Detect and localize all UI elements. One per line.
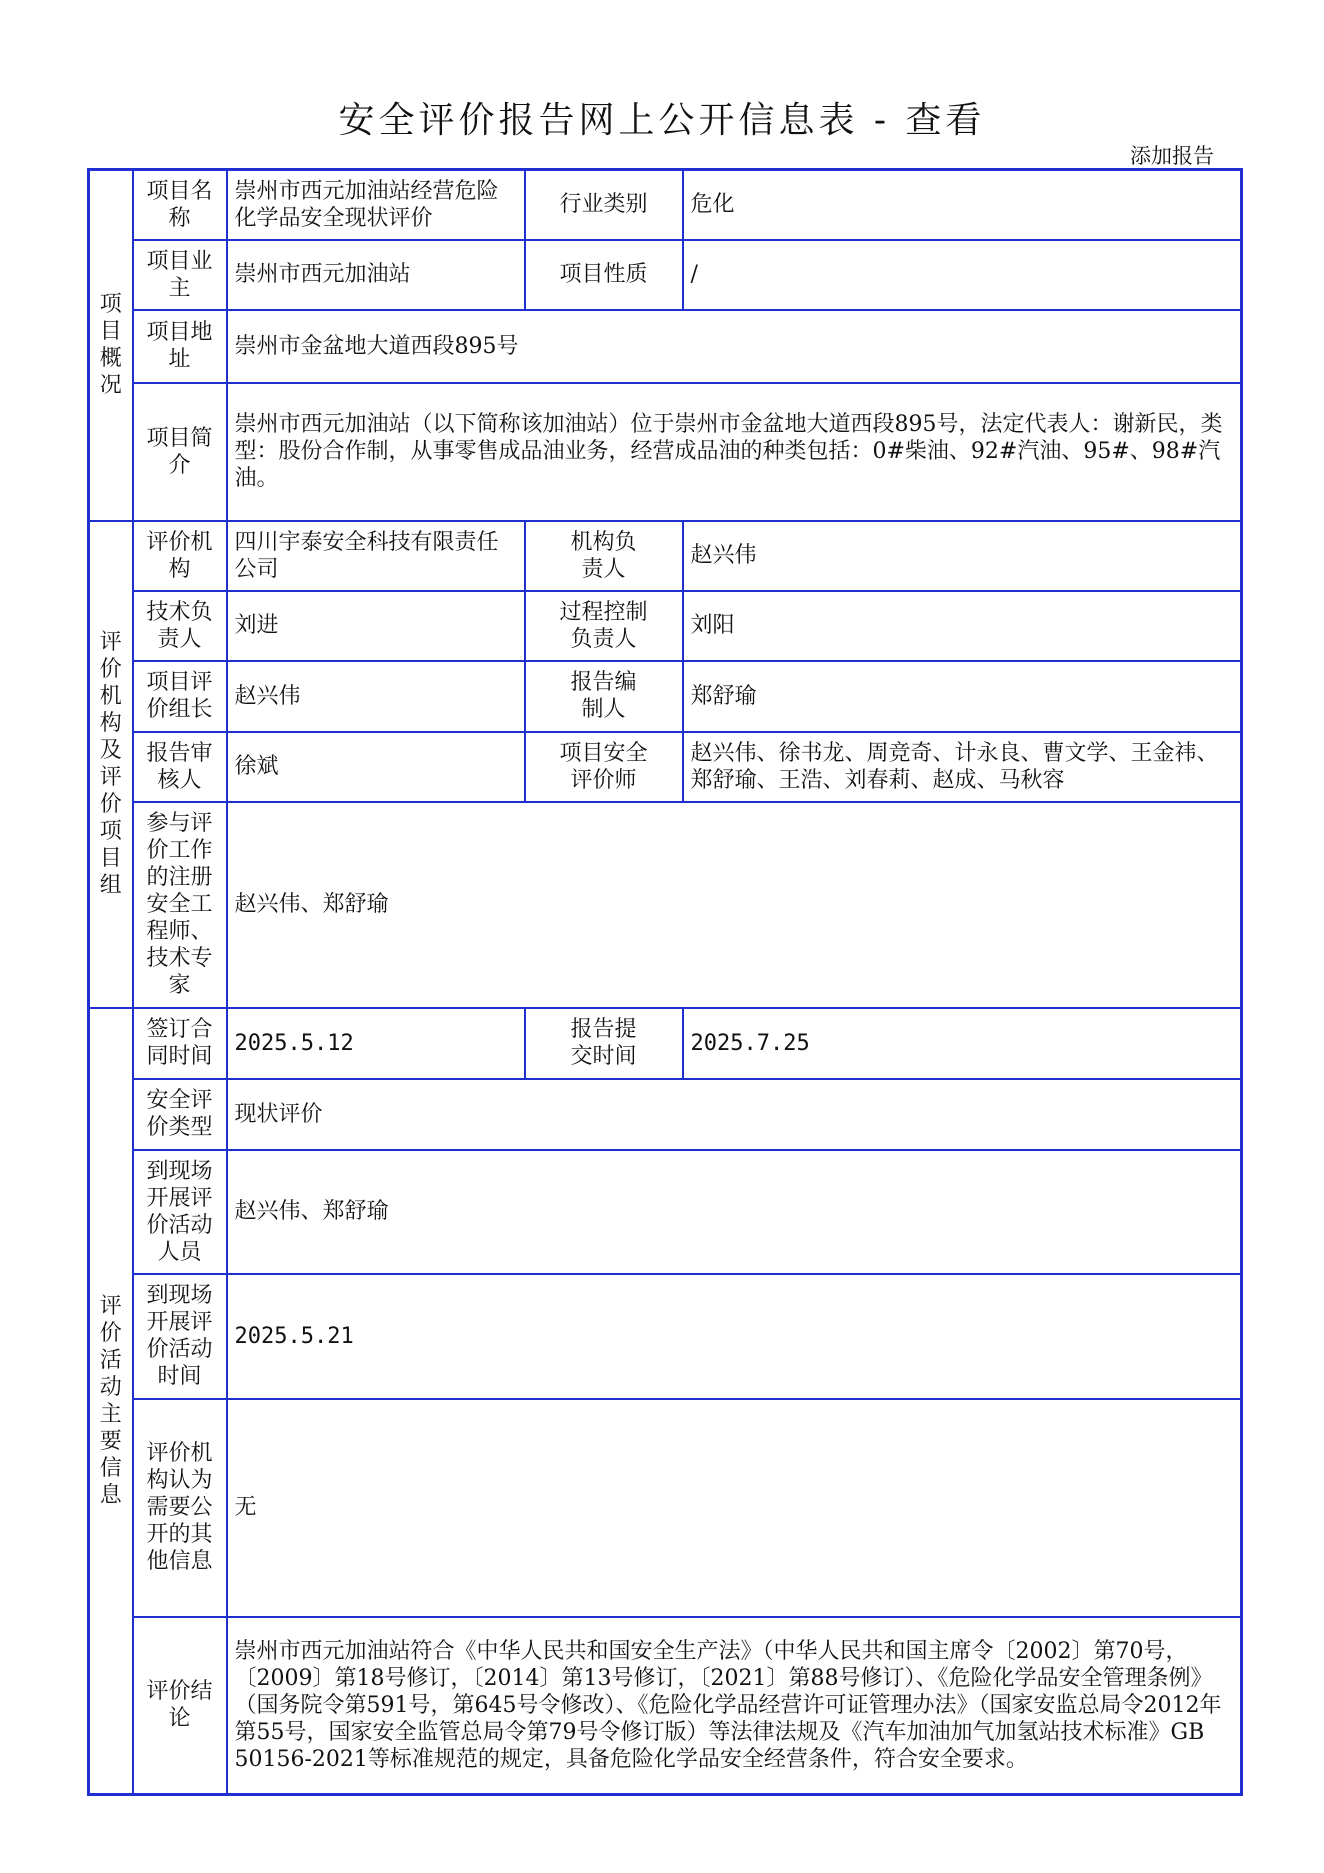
info-table bbox=[87, 168, 1243, 1796]
table-row bbox=[89, 802, 1242, 1008]
site-staff-label: 到现场开展评价活动人员 bbox=[133, 1150, 227, 1274]
contract-date-value: 2025.5.12 bbox=[227, 1008, 525, 1079]
table-row bbox=[89, 1274, 1242, 1399]
page-title: 安全评价报告网上公开信息表 - 查看 bbox=[338, 100, 986, 141]
owner-label: 项目业主 bbox=[133, 240, 227, 310]
compiler-label: 报告编制人 bbox=[525, 661, 683, 732]
org-label: 评价机构 bbox=[133, 521, 227, 591]
org-head-value: 赵兴伟 bbox=[683, 521, 1242, 591]
team-leader-label: 项目评价组长 bbox=[133, 661, 227, 732]
intro-label: 项目简介 bbox=[133, 383, 227, 521]
tech-head-label: 技术负责人 bbox=[133, 591, 227, 661]
other-info-value: 无 bbox=[227, 1399, 1242, 1617]
assessors-value: 赵兴伟、徐书龙、周竞奇、计永良、曹文学、王金祎、郑舒瑜、王浩、刘春莉、赵成、马秋容 bbox=[683, 732, 1242, 802]
engineers-value: 赵兴伟、郑舒瑜 bbox=[227, 802, 1242, 1008]
process-head-label: 过程控制负责人 bbox=[525, 591, 683, 661]
table-row bbox=[89, 1617, 1242, 1795]
table-row bbox=[89, 240, 1242, 310]
reviewer-value: 徐斌 bbox=[227, 732, 525, 802]
table-row bbox=[89, 521, 1242, 591]
conclusion-label: 评价结论 bbox=[133, 1617, 227, 1795]
table-row bbox=[89, 732, 1242, 802]
section-agency: 评价机构及评价项目组 bbox=[89, 521, 133, 1008]
process-head-value: 刘阳 bbox=[683, 591, 1242, 661]
conclusion-value: 崇州市西元加油站符合《中华人民共和国安全生产法》（中华人民共和国主席令〔2002〕第70号，〔2009〕第18号修订，〔2014〕第13号修订，〔2021〕第88号修订）、《危险化学品安全管理条例》（国务院令第591号，第645号令修改）、《危险化学品经营许可证管理办法》（国家安监总局令2012年第55号，国家安全监管总局令第79号令修订版）等法律法规及《汽车加油加气加氢站技术标准》GB 50156-2021等标准规范的规定，具备危险化学品安全经营条件，符合安全要求。 bbox=[227, 1617, 1242, 1795]
table-row bbox=[89, 1008, 1242, 1079]
org-head-label: 机构负责人 bbox=[525, 521, 683, 591]
team-leader-value: 赵兴伟 bbox=[227, 661, 525, 732]
contract-date-label: 签订合同时间 bbox=[133, 1008, 227, 1079]
address-value: 崇州市金盆地大道西段895号 bbox=[227, 310, 1242, 383]
table-row bbox=[89, 591, 1242, 661]
eval-type-label: 安全评价类型 bbox=[133, 1079, 227, 1150]
intro-value: 崇州市西元加油站（以下简称该加油站）位于崇州市金盆地大道西段895号，法定代表人：谢新民，类型：股份合作制，从事零售成品油业务，经营成品油的种类包括：0#柴油、92#汽油、95#、98#汽油。 bbox=[227, 383, 1242, 521]
table-row bbox=[89, 661, 1242, 732]
table-row bbox=[89, 170, 1242, 240]
eval-type-value: 现状评价 bbox=[227, 1079, 1242, 1150]
nature-value: / bbox=[683, 240, 1242, 310]
project-name-label: 项目名称 bbox=[133, 170, 227, 240]
tech-head-value: 刘进 bbox=[227, 591, 525, 661]
site-date-value: 2025.5.21 bbox=[227, 1274, 1242, 1399]
assessors-label: 项目安全评价师 bbox=[525, 732, 683, 802]
submit-date-label: 报告提交时间 bbox=[525, 1008, 683, 1079]
project-name-value: 崇州市西元加油站经营危险化学品安全现状评价 bbox=[227, 170, 525, 240]
site-date-label: 到现场开展评价活动时间 bbox=[133, 1274, 227, 1399]
industry-label: 行业类别 bbox=[525, 170, 683, 240]
table-row bbox=[89, 1150, 1242, 1274]
other-info-label: 评价机构认为需要公开的其他信息 bbox=[133, 1399, 227, 1617]
table-row bbox=[89, 1079, 1242, 1150]
engineers-label: 参与评价工作的注册安全工程师、技术专家 bbox=[133, 802, 227, 1008]
submit-date-value: 2025.7.25 bbox=[683, 1008, 1242, 1079]
address-label: 项目地址 bbox=[133, 310, 227, 383]
nature-label: 项目性质 bbox=[525, 240, 683, 310]
table-row bbox=[89, 310, 1242, 383]
industry-value: 危化 bbox=[683, 170, 1242, 240]
reviewer-label: 报告审核人 bbox=[133, 732, 227, 802]
table-row bbox=[89, 1399, 1242, 1617]
owner-value: 崇州市西元加油站 bbox=[227, 240, 525, 310]
section-overview: 项目概况 bbox=[89, 170, 133, 521]
add-report-link[interactable]: 添加报告 bbox=[1130, 144, 1214, 168]
compiler-value: 郑舒瑜 bbox=[683, 661, 1242, 732]
table-row bbox=[89, 383, 1242, 521]
org-value: 四川宇泰安全科技有限责任公司 bbox=[227, 521, 525, 591]
site-staff-value: 赵兴伟、郑舒瑜 bbox=[227, 1150, 1242, 1274]
section-activity: 评价活动主要信息 bbox=[89, 1008, 133, 1795]
